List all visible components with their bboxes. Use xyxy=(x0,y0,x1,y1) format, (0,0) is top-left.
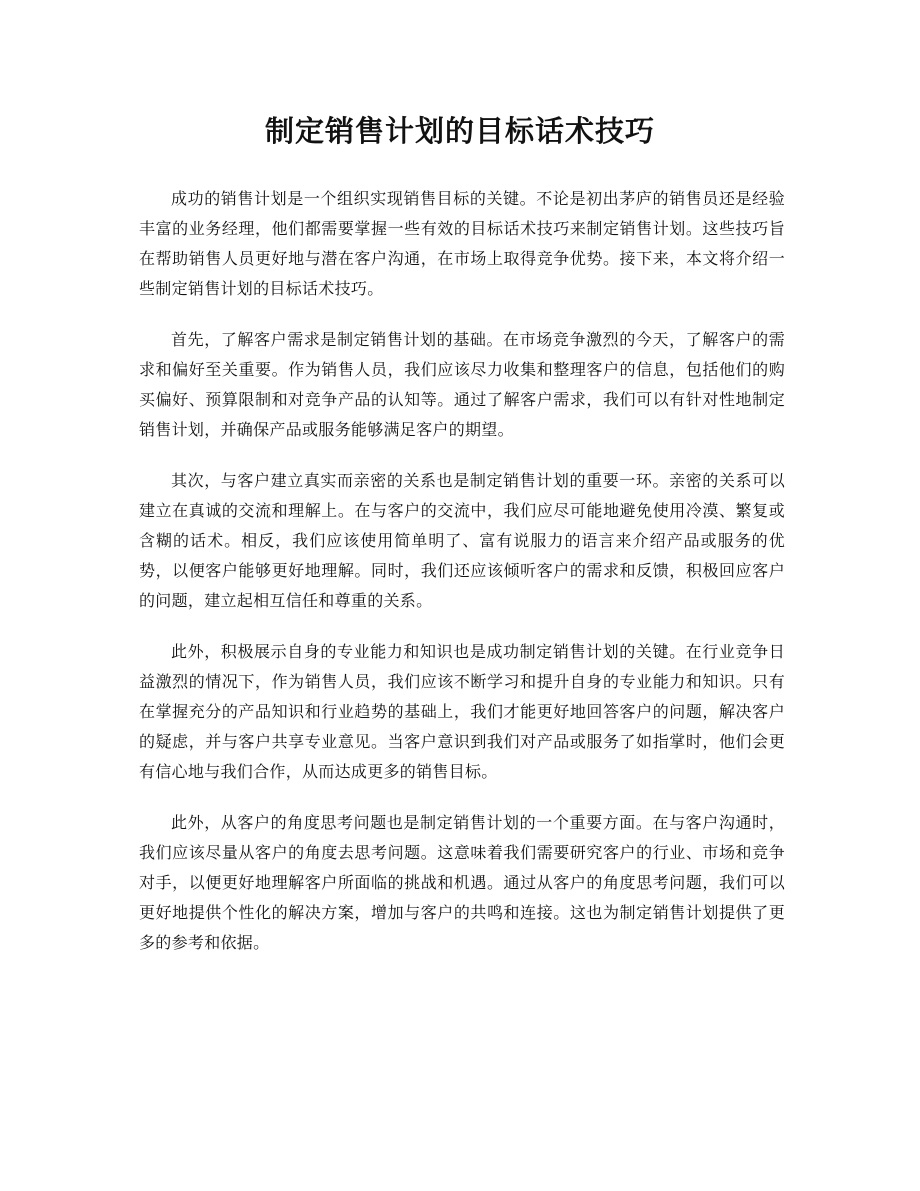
paragraph-3: 其次，与客户建立真实而亲密的关系也是制定销售计划的重要一环。亲密的关系可以建立在真诚的交流和理解上。在与客户的交流中，我们应尽可能地避免使用冷漠、繁复或含糊的话术。相反，我们应该使用简单明了、富有说服力的语言来介绍产品或服务的优势，以便客户能够更好地理解。同时，我们还应该倾听客户的需求和反馈，积极回应客户的问题，建立起相互信任和尊重的关系。 xyxy=(139,471,785,610)
paragraph-5: 此外，从客户的角度思考问题也是制定销售计划的一个重要方面。在与客户沟通时，我们应该尽量从客户的角度去思考问题。这意味着我们需要研究客户的行业、市场和竞争对手，以便更好地理解客户所面临的挑战和机遇。通过从客户的角度思考问题，我们可以更好地提供个性化的解决方案，增加与客户的共鸣和连接。这也为制定销售计划提供了更多的参考和依据。 xyxy=(139,813,785,952)
document-body xyxy=(139,184,785,979)
paragraph-2: 首先，了解客户需求是制定销售计划的基础。在市场竞争激烈的今天，了解客户的需求和偏好至关重要。作为销售人员，我们应该尽力收集和整理客户的信息，包括他们的购买偏好、预算限制和对竞争产品的认知等。通过了解客户需求，我们可以有针对性地制定销售计划，并确保产品或服务能够满足客户的期望。 xyxy=(139,330,785,439)
document-title: 制定销售计划的目标话术技巧 xyxy=(264,114,655,148)
paragraph-1: 成功的销售计划是一个组织实现销售目标的关键。不论是初出茅庐的销售员还是经验丰富的业务经理，他们都需要掌握一些有效的目标话术技巧来制定销售计划。这些技巧旨在帮助销售人员更好地与潜在客户沟通，在市场上取得竞争优势。接下来，本文将介绍一些制定销售计划的目标话术技巧。 xyxy=(139,189,785,298)
paragraph-4: 此外，积极展示自身的专业能力和知识也是成功制定销售计划的关键。在行业竞争日益激烈的情况下，作为销售人员，我们应该不断学习和提升自身的专业能力和知识。只有在掌握充分的产品知识和行业趋势的基础上，我们才能更好地回答客户的问题，解决客户的疑虑，并与客户共享专业意见。当客户意识到我们对产品或服务了如指掌时，他们会更有信心地与我们合作，从而达成更多的销售目标。 xyxy=(139,642,785,781)
